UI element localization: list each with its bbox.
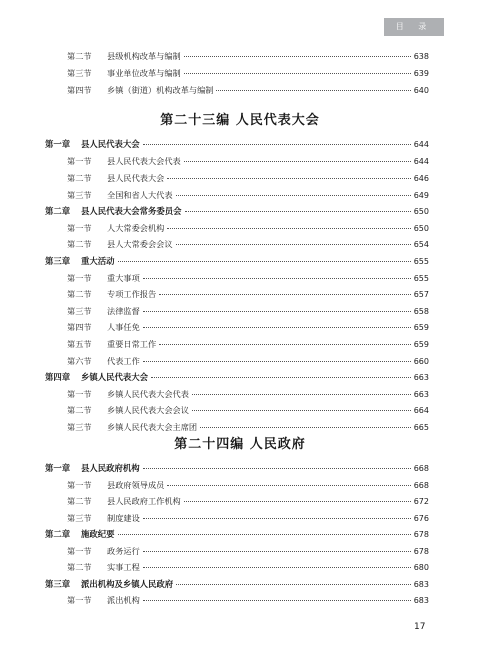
entry-number: 第二节 [67,562,92,572]
entry-title: 重大事项 [107,273,140,283]
entry-page: 658 [413,307,429,316]
dot-leader [184,501,411,502]
toc-chapter-entry[interactable] [45,138,429,150]
entry-title: 乡镇人民代表大会代表 [107,389,189,399]
entry-page: 664 [413,406,429,415]
toc-section-entry[interactable] [67,189,429,201]
entry-page: 678 [413,547,429,556]
toc-section-entry[interactable] [67,288,429,300]
entry-title: 乡镇人民代表大会主席团 [107,422,198,432]
dot-leader [118,261,411,262]
entry-number: 第三节 [67,68,92,78]
toc-section-entry[interactable] [67,421,429,433]
entry-page: 646 [413,174,429,183]
entry-page: 663 [413,373,429,382]
entry-title: 政务运行 [107,546,140,556]
dot-leader [192,410,411,411]
toc-section-entry[interactable] [67,495,429,507]
toc-section-entry[interactable] [67,238,429,250]
entry-number: 第一节 [67,480,92,490]
entry-title: 县级机构改革与编制 [107,51,181,61]
dot-leader [185,211,411,212]
entry-number: 第二节 [67,289,92,299]
entry-page: 657 [413,290,429,299]
toc-section-entry[interactable] [67,479,429,491]
entry-number: 第四节 [67,322,92,332]
entry-title: 县人大常委会会议 [107,239,173,249]
toc-chapter-entry[interactable] [45,578,429,590]
dot-leader [176,244,411,245]
toc-section-entry[interactable] [67,561,429,573]
dot-leader [143,600,411,601]
entry-title: 重大活动 [81,256,115,266]
entry-title: 县人民代表大会 [81,139,140,149]
entry-page: 660 [413,357,429,366]
entry-title: 县政府领导成员 [107,480,165,490]
entry-title: 县人民政府工作机构 [107,496,181,506]
entry-number: 第一节 [67,156,92,166]
entry-title: 专项工作报告 [107,289,157,299]
entry-title: 人事任免 [107,322,140,332]
entry-number: 第一节 [67,595,92,605]
entry-title: 代表工作 [107,356,140,366]
entry-title: 全国和省人大代表 [107,190,173,200]
dot-leader [200,427,411,428]
entry-number: 第二节 [67,496,92,506]
entry-page: 659 [413,323,429,332]
dot-leader [159,294,411,295]
entry-number: 第三章 [45,579,71,589]
dot-leader [143,567,411,568]
entry-number: 第三节 [67,513,92,523]
entry-title: 重要日常工作 [107,339,157,349]
page-number: 17 [414,622,426,632]
entry-title: 派出机构及乡镇人民政府 [81,579,174,589]
toc-chapter-entry[interactable] [45,528,429,540]
toc-section-entry[interactable] [67,222,429,234]
entry-number: 第二章 [45,206,71,216]
entry-number: 第二节 [67,173,92,183]
dot-leader [151,377,411,378]
toc-section-entry[interactable] [67,594,429,606]
dot-leader [167,485,410,486]
entry-number: 第二章 [45,529,71,539]
dot-leader [184,56,411,57]
entry-number: 第二节 [67,405,92,415]
entry-page: 644 [413,140,429,149]
entry-title: 派出机构 [107,595,140,605]
entry-title: 制度建设 [107,513,140,523]
entry-page: 655 [413,274,429,283]
dot-leader [143,518,411,519]
entry-page: 650 [413,224,429,233]
entry-number: 第六节 [67,356,92,366]
dot-leader [143,311,411,312]
toc-section-entry[interactable] [67,84,429,96]
entry-page: 655 [413,257,429,266]
toc-chapter-entry[interactable] [45,371,429,383]
entry-page: 663 [413,390,429,399]
entry-title: 乡镇人民代表大会会议 [107,405,189,415]
entry-number: 第一节 [67,389,92,399]
entry-page: 680 [413,563,429,572]
entry-page: 640 [413,86,429,95]
entry-page: 668 [413,481,429,490]
entry-number: 第一节 [67,546,92,556]
dot-leader [143,327,411,328]
entry-number: 第四章 [45,372,71,382]
toc-section-entry[interactable] [67,321,429,333]
toc-section-entry[interactable] [67,404,429,416]
dot-leader [216,90,410,91]
toc-section-entry[interactable] [67,388,429,400]
entry-page: 672 [413,497,429,506]
header-tab: 目 录 [384,18,444,36]
dot-leader [184,73,411,74]
toc-section-entry[interactable] [67,50,429,62]
dot-leader [176,584,411,585]
entry-page: 644 [413,157,429,166]
dot-leader [176,195,411,196]
entry-title: 县人民代表大会代表 [107,156,181,166]
dot-leader [143,144,411,145]
entry-page: 654 [413,240,429,249]
part-heading: 第二十三编 人民代表大会 [160,113,320,128]
dot-leader [167,178,410,179]
entry-number: 第五节 [67,339,92,349]
entry-title: 县人民代表大会常务委员会 [81,206,182,216]
entry-page: 665 [413,423,429,432]
entry-title: 乡镇人民代表大会 [81,372,148,382]
dot-leader [143,278,411,279]
dot-leader [192,394,411,395]
entry-title: 人大常委会机构 [107,223,165,233]
dot-leader [118,534,411,535]
entry-title: 施政纪要 [81,529,115,539]
entry-title: 县人民代表大会 [107,173,165,183]
entry-page: 639 [413,69,429,78]
entry-number: 第四节 [67,85,92,95]
entry-page: 638 [413,52,429,61]
entry-number: 第三节 [67,190,92,200]
toc-section-entry[interactable] [67,305,429,317]
dot-leader [143,551,411,552]
entry-page: 683 [413,580,429,589]
entry-page: 676 [413,514,429,523]
dot-leader [159,344,411,345]
entry-page: 659 [413,340,429,349]
toc-chapter-entry[interactable] [45,462,429,474]
dot-leader [143,361,411,362]
entry-page: 668 [413,464,429,473]
toc-section-entry[interactable] [67,512,429,524]
entry-title: 事业单位改革与编制 [107,68,181,78]
toc-chapter-entry[interactable] [45,255,429,267]
entry-number: 第三节 [67,306,92,316]
entry-page: 650 [413,207,429,216]
part-heading: 第二十四编 人民政府 [174,437,306,452]
entry-number: 第一节 [67,223,92,233]
dot-leader [143,468,411,469]
entry-title: 法律监督 [107,306,140,316]
entry-title: 乡镇（街道）机构改革与编制 [107,85,214,95]
entry-number: 第一章 [45,463,71,473]
toc-section-entry[interactable] [67,545,429,557]
entry-number: 第三节 [67,422,92,432]
entry-title: 县人民政府机构 [81,463,140,473]
entry-title: 实事工程 [107,562,140,572]
entry-number: 第一节 [67,273,92,283]
toc-section-entry[interactable] [67,172,429,184]
toc-section-entry[interactable] [67,338,429,350]
dot-leader [167,228,410,229]
entry-number: 第二节 [67,239,92,249]
entry-page: 678 [413,530,429,539]
entry-number: 第二节 [67,51,92,61]
toc-section-entry[interactable] [67,272,429,284]
entry-number: 第三章 [45,256,71,266]
entry-page: 683 [413,596,429,605]
toc-chapter-entry[interactable] [45,205,429,217]
toc-section-entry[interactable] [67,155,429,167]
dot-leader [184,161,411,162]
entry-number: 第一章 [45,139,71,149]
toc-section-entry[interactable] [67,355,429,367]
entry-page: 649 [413,191,429,200]
toc-section-entry[interactable] [67,67,429,79]
